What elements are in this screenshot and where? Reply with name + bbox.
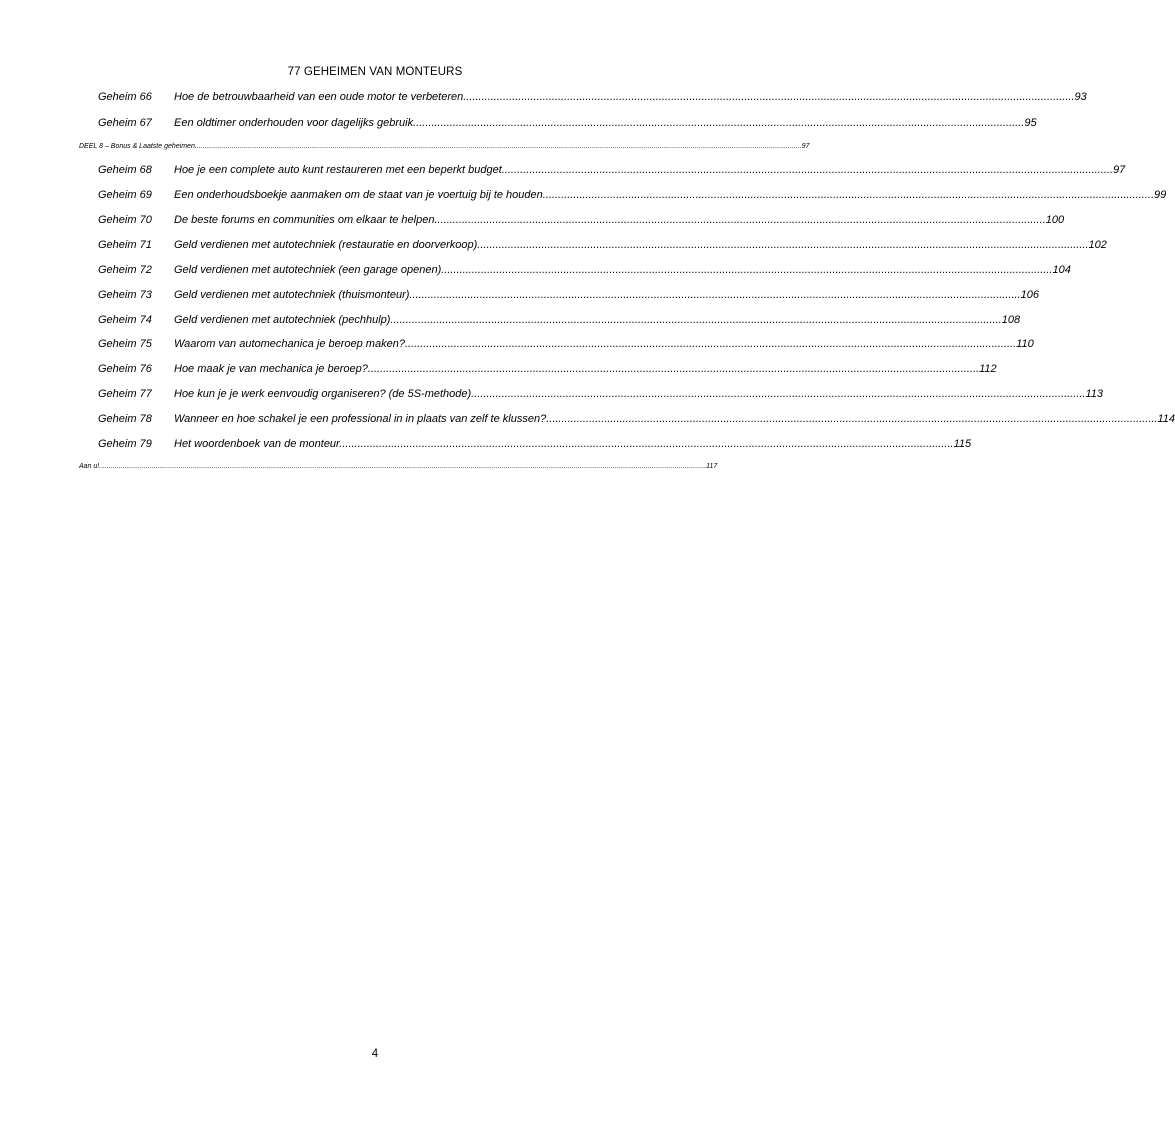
toc-leader-dots [434,212,1045,228]
toc-entry-page: 100 [1045,214,1065,226]
toc-entry[interactable] [98,411,1175,427]
toc-entry-page: 93 [1074,91,1087,103]
toc-entry-title: Hoe de betrouwbaarheid van een oude motor te verbeteren [174,91,464,103]
toc-entry[interactable] [98,262,1071,278]
toc-leader-dots [99,461,706,473]
page-header-title: 77 GEHEIMEN VAN MONTEURS [287,66,463,78]
toc-entry-number: Geheim 77 [98,388,152,400]
toc-entry[interactable] [98,436,972,452]
toc-entry[interactable] [98,115,1037,131]
toc-entry-page: 110 [1016,338,1034,350]
toc-entry-page: 106 [1020,289,1039,301]
toc-leader-dots [502,162,1113,178]
toc-entry-page: 108 [1001,314,1021,326]
toc-entry-page: 99 [1154,189,1167,201]
toc-entry-title: Waarom van automechanica je beroep maken? [174,338,405,350]
toc-entry-page: 104 [1052,264,1071,276]
toc-leader-dots [368,361,979,377]
toc-leader-dots [546,411,1157,427]
toc-entry-number: Geheim 67 [98,117,152,129]
toc-entry-title: De beste forums en communities om elkaar te helpen [174,214,435,226]
page-number: 4 [371,1048,379,1060]
toc-entry-title: Hoe kun je je werk eenvoudig organiseren? (de 5S-methode). [174,388,475,400]
toc-entry-title: Geld verdienen met autotechniek (thuismonteur) [174,289,410,301]
toc-leader-dots [474,386,1085,402]
toc-entry-title: Geld verdienen met autotechniek (pechhulp) [174,314,391,326]
toc-entry-title: Een onderhoudsboekje aanmaken om de staat van je voertuig bij te houden [174,189,543,201]
toc-entry-page: 113 [1085,388,1104,400]
toc-leader-dots [441,262,1052,278]
toc-entry-title: Het woordenboek van de monteur. [174,438,343,450]
toc-entry-number: Geheim 72 [98,264,152,276]
toc-entry-number: Geheim 74 [98,314,152,326]
toc-entry-page: 112 [979,363,997,375]
toc-entry-number: Geheim 78 [98,413,152,425]
toc-entry[interactable] [98,386,1104,402]
toc-entry-page: 97 [1113,164,1126,176]
toc-entry[interactable] [98,237,1107,253]
toc-leader-dots [390,312,1001,328]
toc-entry-title: Geld verdienen met autotechniek (een garage openen) [174,264,442,276]
toc-entry[interactable] [98,336,1034,352]
toc-entry-number: Geheim 73 [98,289,152,301]
toc-leader-dots [405,336,1016,352]
toc-leader-dots [409,287,1020,303]
toc-section-page: 97 [801,143,810,150]
toc-leader-dots [413,115,1024,131]
toc-entry[interactable] [98,187,1167,203]
toc-entry-number: Geheim 75 [98,338,152,350]
toc-leader-dots [477,237,1088,253]
toc-entry-number: Geheim 79 [98,438,152,450]
toc-entry-title: Hoe je een complete auto kunt restaureren met een beperkt budget [174,164,502,176]
toc-entry[interactable] [98,162,1126,178]
toc-entry-number: Geheim 69 [98,189,152,201]
toc-section[interactable] [79,141,810,153]
toc-leader-dots [195,141,802,153]
toc-entry-number: Geheim 71 [98,239,152,251]
toc-leader-dots [463,89,1074,105]
toc-leader-dots [543,187,1154,203]
toc-entry[interactable] [98,89,1087,105]
toc-entry-page: 114 [1157,413,1175,425]
toc-entry-number: Geheim 66 [98,91,152,103]
toc-entry-number: Geheim 76 [98,363,152,375]
toc-section-page: 117 [706,463,718,470]
toc-section-title: Aan u! [79,463,100,470]
toc-entry-page: 95 [1024,117,1037,129]
toc-section-title: DEEL 8 – Bonus & Laatste geheimen [79,143,195,150]
toc-section[interactable] [79,461,718,473]
toc-entry-title: Geld verdienen met autotechniek (restauratie en doorverkoop) [174,239,478,251]
toc-entry[interactable] [98,361,997,377]
toc-entry-title: Een oldtimer onderhouden voor dagelijks gebruik [174,117,414,129]
toc-entry-page: 115 [953,438,972,450]
toc-entry-number: Geheim 68 [98,164,152,176]
toc-entry-number: Geheim 70 [98,214,152,226]
toc-leader-dots [342,436,953,452]
toc-entry[interactable] [98,312,1021,328]
toc-entry-page: 102 [1088,239,1107,251]
toc-entry-title: Hoe maak je van mechanica je beroep? [174,363,368,375]
toc-entry[interactable] [98,287,1039,303]
toc-entry[interactable] [98,212,1065,228]
toc-entry-title: Wanneer en hoe schakel je een professional in in plaats van zelf te klussen? [174,413,547,425]
